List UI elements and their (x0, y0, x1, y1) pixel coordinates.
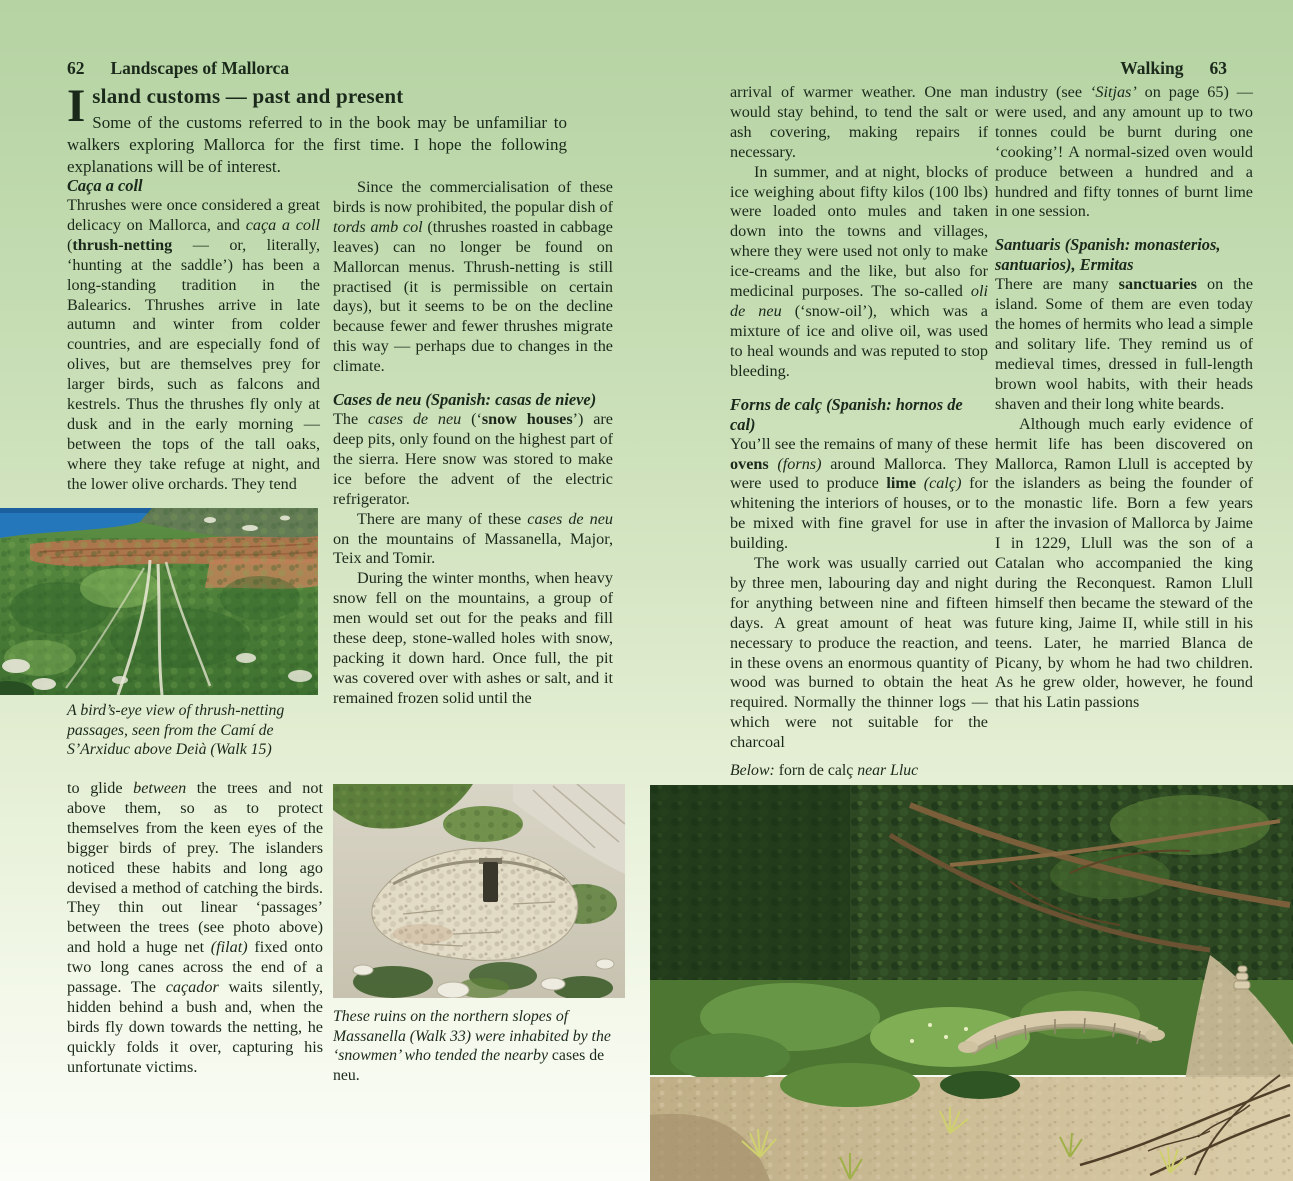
paragraph: During the winter months, when heavy snow fell on the mountains, a group of men would set out for the peaks and fill these deep, stone-walled holes with snow, packing it down hard. Once full, the pit was covered over with ashes or salt, and it remained frozen solid until the (333, 569, 613, 707)
page-number-left: 62 (67, 58, 85, 78)
caption-below-forn: Below: forn de calç near Lluc (730, 762, 919, 779)
forn-de-calc-photo (650, 785, 1293, 1181)
paragraph: There are many of these cases de neu on the mountains of Massanella, Major, Teix and Tomir. (333, 509, 613, 568)
column-2 (333, 178, 613, 709)
paragraph: The work was usually carried out by three men, labouring day and night for anything between nine and fifteen days. A great amount of heat was necessary to produce the reaction, and in these ovens an enormous quantity of wood was burned to obtain the heat required. Normally the thinner logs — which were not suitable for the charcoal (730, 554, 988, 752)
ruins-illustration (333, 784, 625, 998)
paragraph: The cases de neu (‘snow houses’) are deep pits, only found on the highest part of the sierra. Here snow was stored to make ice before the advent of the electric refrigerator. (333, 410, 613, 508)
paragraph: Since the commercialisation of these birds is now prohibited, the popular dish of tords amb col (thrushes roasted in cabbage leaves) can no longer be found on Mallorcan menus. Thrush-netting is still practised (it is permissible on certain days), but it seems to be on the decline because fewer and fewer thrushes migrate this way — perhaps due to changes in the climate. (333, 178, 613, 376)
paragraph: You’ll see the remains of many of these ovens (forns) around Mallorca. They were used to produce lime (calç) for whitening the interiors of houses, or to be mixed with fine gravel for use in building. (730, 434, 988, 553)
section-heading-cases-de-neu: Cases de neu (Spanish: casas de nieve) (333, 390, 597, 410)
section-heading-forns-de-calc: Forns de calç (Spanish: hornos de cal) (730, 394, 963, 434)
paragraph: In summer, and at night, blocks of ice weighing about fifty kilos (100 lbs) were loaded onto mules and taken down into the towns and villages, where they were used not only to make ice-creams and the like, but also for medicinal purposes. The so-called oli de neu (‘snow-oil’), which was a mixture of ice and olive oil, was used to heal wounds and was reputed to stop bleeding. (730, 162, 988, 380)
dropcap: I (67, 80, 86, 132)
massanella-ruins-photo (333, 784, 625, 998)
paragraph: Thrushes were once considered a great delicacy on Mallorca, and caça a coll (thrush-netting — or, literally, ‘hunting at the saddle’) has been a long-standing tradition in the Balearics. Thrushes arrive in late autumn and winter from colder countries, and are especially fond of olives, but are themselves prey for larger birds, such as falcons and kestrels. Thus the thrushes fly only at dusk and in the early morning — between the tops of the tall oaks, where they take refuge at night, and the lower olive orchards. They tend (67, 196, 320, 493)
section-heading-caca-a-coll: Caça a coll (67, 176, 143, 195)
caption-thrush-netting: A bird’s-eye view of thrush-netting passages, seen from the Camí de S’Arxiduc above Deià (Walk 15) (67, 702, 285, 759)
caption-ruins: These ruins on the northern slopes of Massanella (Walk 33) were inhabited by the ‘snowmen’ who tended the nearby cases de neu. (333, 1008, 611, 1084)
paragraph: There are many sanctuaries on the island. Some of them are even today the homes of hermits who lead a simple and solitary life. They remind us of medieval times, dressed in full-length brown wool habits, with their heads shaven and their long white beards. (995, 275, 1254, 413)
column-1 (67, 176, 320, 495)
running-head-right (1120, 58, 1227, 78)
page-number-right: 63 (1209, 58, 1227, 78)
column-1-continued (67, 779, 323, 1078)
book-title: Landscapes of Mallorca (110, 58, 290, 78)
column-4 (995, 83, 1253, 713)
paragraph: Although much early evidence of hermit life has been discovered on Mallorca, Ramon Llull is accepted by the islanders as being the founder of the monastic life. Born a few years after the invasion of Mallorca by Jaime I in 1229, Llull was the son of a Catalan who accompanied the king during the Reconquest. Ramon Llull himself then became the steward of the future king, Jaime II, while still in his teens. Later, he married Blanca de Picany, by whom he had two children. As he grew older, however, he found that his Latin passions (995, 414, 1253, 712)
paragraph: to glide between the trees and not above them, so as to protect themselves from the keen eyes of the bigger birds of prey. The islanders noticed these habits and long ago devised a method of catching the birds. They thin out linear ‘passages’ between the trees (see photo above) and hold a huge net (filat) fixed onto two long canes across the end of a passage. The caçador waits silently, hidden behind a bush and, when the birds fly down towards the netting, he quickly folds it over, capturing his unfortunate victims. (67, 779, 324, 1076)
paragraph: arrival of warmer weather. One man would stay behind, to tend the salt or ash covering, making repairs if necessary. (730, 83, 988, 161)
running-head-left (67, 58, 289, 78)
thrush-netting-hillside-photo (0, 508, 318, 695)
column-3 (730, 83, 988, 753)
section-heading-santuaris: Santuaris (Spanish: monasterios, santuarios), Ermitas (995, 235, 1221, 275)
intro-paragraph: Some of the customs referred to in the book may be unfamiliar to walkers exploring Mallorca for the first time. I hope the following explanations will be of interest. (67, 113, 567, 176)
paragraph: industry (see ‘Sitjas’ on page 65) — were used, and any amount up to two tonnes could be burnt during one ‘cooking’! A normal-sized oven would produce between a hundred and a hundred and fifty tonnes of burnt lime in one session. (995, 83, 1253, 221)
forn-de-calc-illustration (650, 785, 1293, 1181)
chapter-title: sland customs — past and present (92, 84, 404, 108)
thrush-netting-hillside-illustration (0, 508, 318, 695)
intro-block (67, 80, 567, 178)
section-title-right: Walking (1120, 58, 1184, 78)
